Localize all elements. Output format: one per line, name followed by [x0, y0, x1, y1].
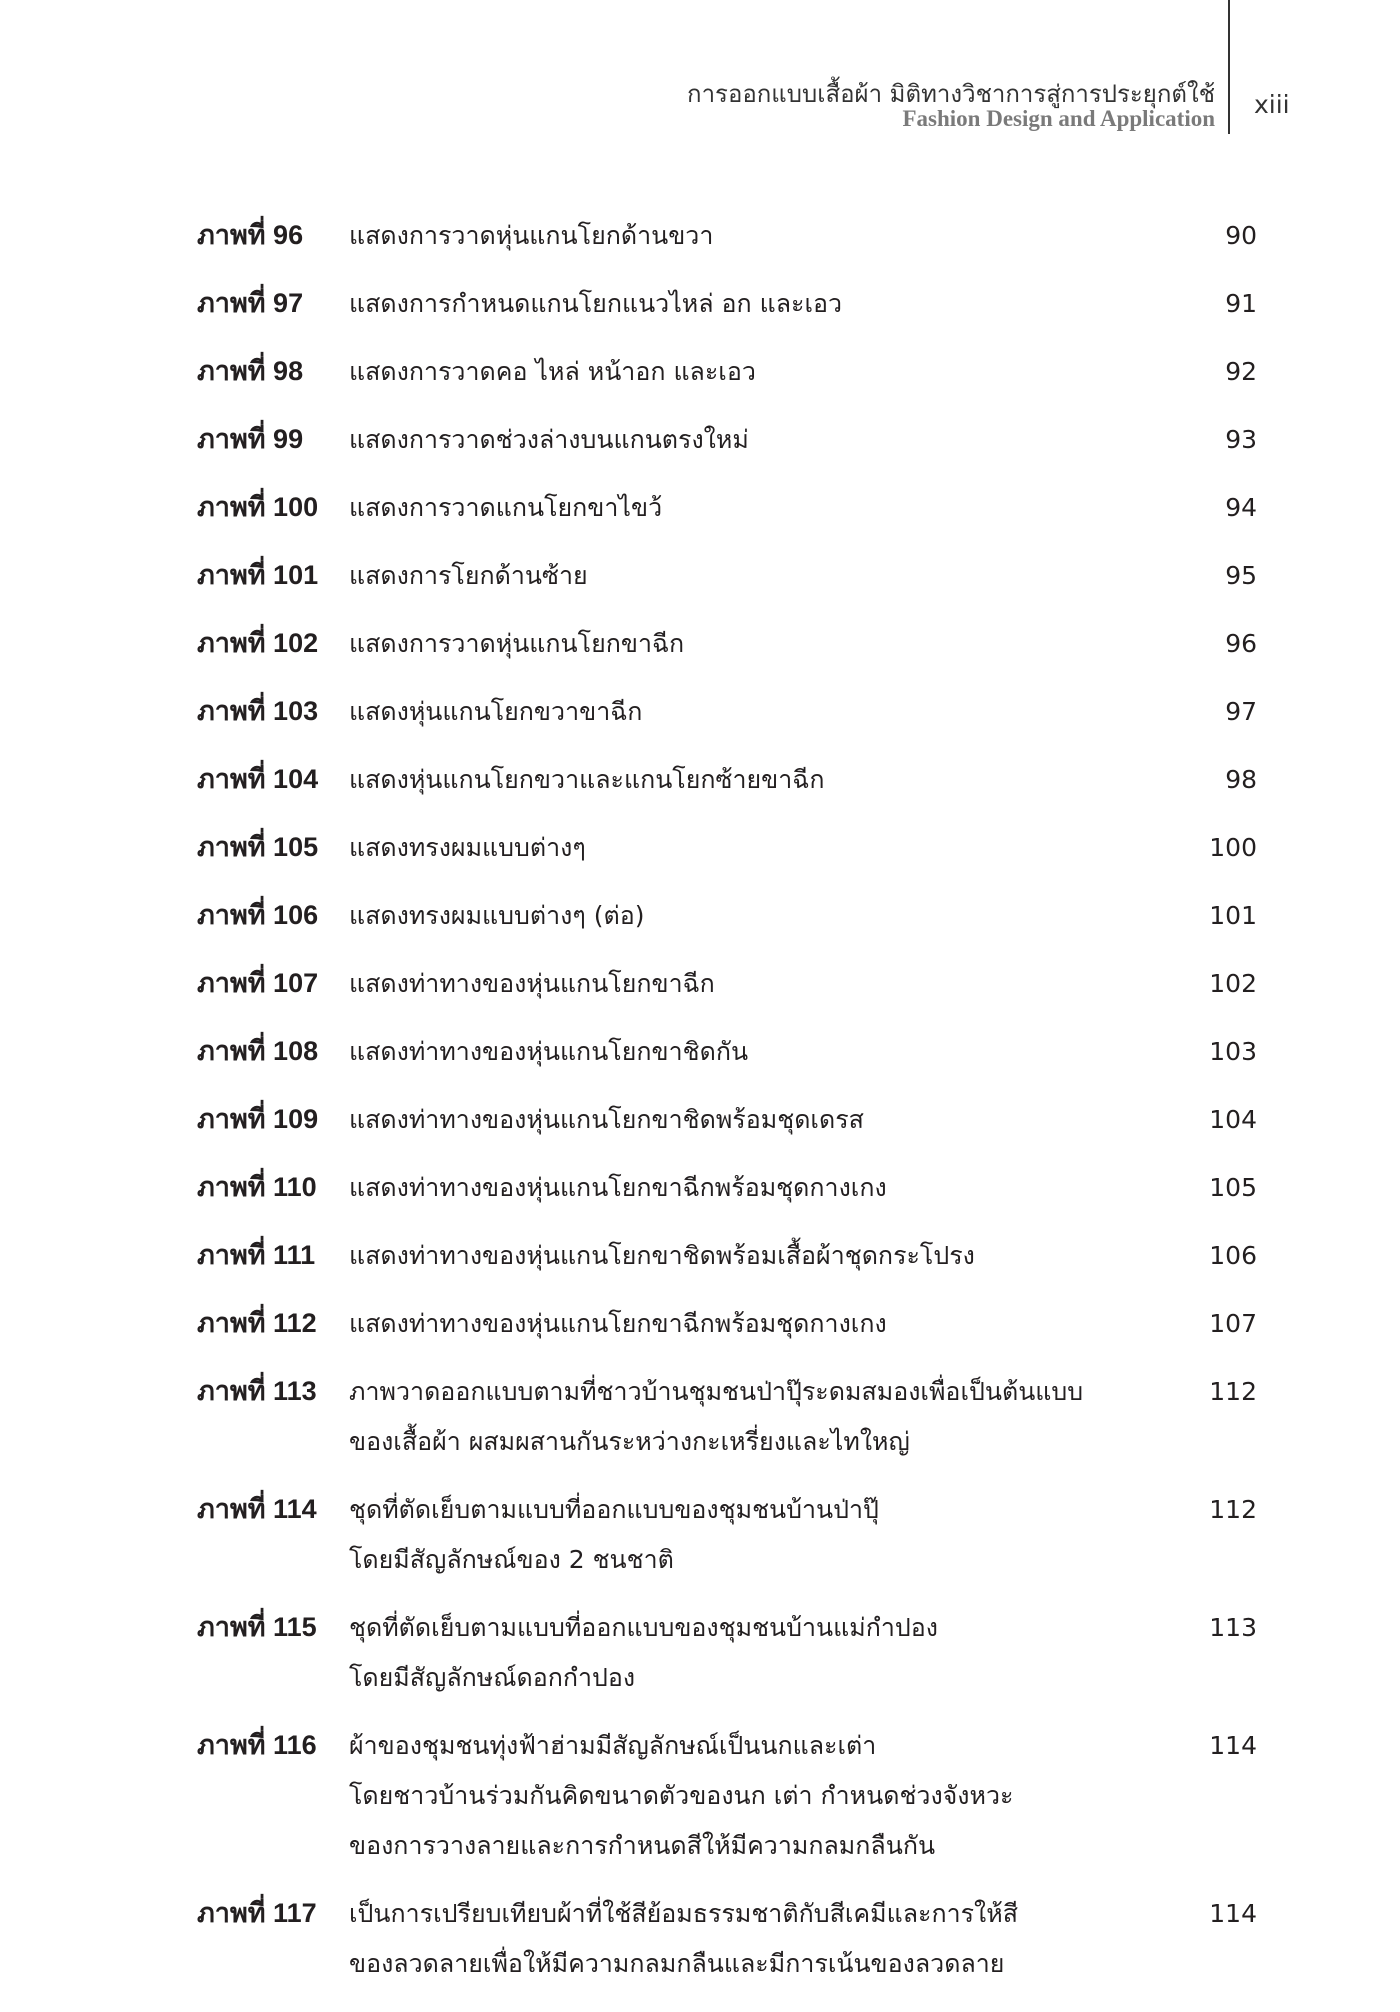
figure-page-number: 100: [1209, 833, 1257, 862]
figure-description-line: แสดงหุ่นแกนโยกขวาและแกนโยกซ้ายขาฉีก: [349, 765, 825, 794]
figure-page-number: 114: [1209, 1899, 1257, 1928]
figure-label: ภาพที่ 116: [197, 1730, 317, 1760]
figure-page-number: 93: [1225, 425, 1257, 454]
list-item: [197, 216, 1257, 261]
figure-description-line: เป็นการเปรียบเทียบผ้าที่ใช้สีย้อมธรรมชาติกับสีเคมีและการให้สี: [349, 1899, 1019, 1928]
figure-label: ภาพที่ 105: [197, 832, 319, 862]
figure-page-number: 96: [1225, 629, 1257, 658]
figure-description-line: ของเสื้อผ้า ผสมผสานกันระหว่างกะเหรี่ยงและไทใหญ่: [349, 1427, 910, 1456]
figure-description-line: ของการวางลายและการกำหนดสีให้มีความกลมกลืนกัน: [349, 1831, 936, 1860]
figure-label: ภาพที่ 117: [197, 1898, 317, 1928]
figure-description: [349, 1027, 1167, 1077]
figure-description: [349, 687, 1167, 737]
figure-label: ภาพที่ 101: [197, 560, 319, 590]
figure-description-line: โดยมีสัญลักษณ์ดอกกำปอง: [349, 1663, 636, 1692]
list-item: [197, 284, 1257, 329]
figure-page-number: 94: [1225, 493, 1257, 522]
figure-description-line: โดยมีสัญลักษณ์ของ 2 ชนชาติ: [349, 1545, 674, 1574]
figure-description: [349, 755, 1167, 805]
figure-page-number: 104: [1209, 1105, 1257, 1134]
figure-label: ภาพที่ 103: [197, 696, 319, 726]
figure-page-number: 97: [1225, 697, 1257, 726]
figure-description: [349, 1721, 1167, 1871]
figure-description-line: แสดงการวาดหุ่นแกนโยกขาฉีก: [349, 629, 685, 658]
list-item: [197, 964, 1257, 1009]
figure-page-number: 114: [1209, 1731, 1257, 1760]
figure-page-number: 98: [1225, 765, 1257, 794]
figure-description: [349, 1367, 1167, 1467]
figure-description: [349, 1095, 1167, 1145]
figure-label: ภาพที่ 113: [197, 1376, 317, 1406]
list-of-figures: [197, 216, 1257, 2012]
figure-description: [349, 415, 1167, 465]
list-item: [197, 1100, 1257, 1145]
figure-page-number: 106: [1209, 1241, 1257, 1270]
figure-page-number: 107: [1209, 1309, 1257, 1338]
figure-label: ภาพที่ 114: [197, 1494, 317, 1524]
figure-description: [349, 959, 1167, 1009]
figure-label: ภาพที่ 108: [197, 1036, 319, 1066]
figure-label: ภาพที่ 96: [197, 220, 304, 250]
figure-description: [349, 211, 1167, 261]
figure-description-line: โดยชาวบ้านร่วมกันคิดขนาดตัวของนก เต่า กำหนดช่วงจังหวะ: [349, 1781, 1014, 1810]
figure-page-number: 103: [1209, 1037, 1257, 1066]
figure-description-line: แสดงทรงผมแบบต่างๆ: [349, 833, 586, 862]
figure-description: [349, 1299, 1167, 1349]
list-item: [197, 352, 1257, 397]
figure-description-line: แสดงท่าทางของหุ่นแกนโยกขาชิดพร้อมเสื้อผ้าชุดกระโปรง: [349, 1241, 975, 1270]
list-item: [197, 1894, 1257, 1989]
figure-page-number: 101: [1209, 901, 1257, 930]
figure-page-number: 102: [1209, 969, 1257, 998]
list-item: [197, 692, 1257, 737]
figure-label: ภาพที่ 106: [197, 900, 319, 930]
figure-description-line: แสดงหุ่นแกนโยกขวาขาฉีก: [349, 697, 643, 726]
figure-description-line: แสดงการวาดแกนโยกขาไขว้: [349, 493, 663, 522]
figure-description-line: ภาพวาดออกแบบตามที่ชาวบ้านชุมชนป่าปุ๊ระดมสมองเพื่อเป็นต้นแบบ: [349, 1377, 1084, 1406]
figure-description-line: แสดงการกำหนดแกนโยกแนวไหล่ อก และเอว: [349, 289, 843, 318]
figure-page-number: 91: [1225, 289, 1257, 318]
figure-description-line: แสดงการวาดช่วงล่างบนแกนตรงใหม่: [349, 425, 749, 454]
list-item: [197, 556, 1257, 601]
book-title-thai: การออกแบบเสื้อผ้า มิติทางวิชาการสู่การประยุกต์ใช้: [687, 80, 1215, 108]
list-item: [197, 488, 1257, 533]
figure-description-line: แสดงการวาดหุ่นแกนโยกด้านขวา: [349, 221, 714, 250]
figure-description: [349, 551, 1167, 601]
list-item: [197, 1726, 1257, 1871]
figure-label: ภาพที่ 104: [197, 764, 319, 794]
figure-page-number: 112: [1209, 1495, 1257, 1524]
figure-description-line: แสดงท่าทางของหุ่นแกนโยกขาฉีกพร้อมชุดกางเกง: [349, 1173, 887, 1202]
figure-label: ภาพที่ 102: [197, 628, 319, 658]
list-item: [197, 1236, 1257, 1281]
figure-description-line: แสดงการโยกด้านซ้าย: [349, 561, 588, 590]
header-divider: [1228, 0, 1230, 134]
figure-description-line: ชุดที่ตัดเย็บตามแบบที่ออกแบบของชุมชนบ้านแม่กำปอง: [349, 1613, 938, 1642]
figure-page-number: 105: [1209, 1173, 1257, 1202]
figure-description: [349, 823, 1167, 873]
figure-description: [349, 483, 1167, 533]
list-item: [197, 420, 1257, 465]
figure-label: ภาพที่ 109: [197, 1104, 319, 1134]
figure-page-number: 90: [1225, 221, 1257, 250]
figure-label: ภาพที่ 110: [197, 1172, 317, 1202]
list-item: [197, 760, 1257, 805]
figure-description: [349, 1485, 1167, 1585]
figure-description-line: แสดงการวาดคอ ไหล่ หน้าอก และเอว: [349, 357, 756, 386]
figure-description: [349, 619, 1167, 669]
figure-description-line: ชุดที่ตัดเย็บตามแบบที่ออกแบบของชุมชนบ้านป่าปุ๊: [349, 1495, 879, 1524]
figure-description: [349, 1163, 1167, 1213]
list-item: [197, 1168, 1257, 1213]
figure-description-line: แสดงท่าทางของหุ่นแกนโยกขาชิดพร้อมชุดเดรส: [349, 1105, 864, 1134]
figure-page-number: 95: [1225, 561, 1257, 590]
list-item: [197, 1032, 1257, 1077]
figure-page-number: 112: [1209, 1377, 1257, 1406]
figure-description-line: แสดงท่าทางของหุ่นแกนโยกขาฉีกพร้อมชุดกางเกง: [349, 1309, 887, 1338]
list-item: [197, 896, 1257, 941]
list-item: [197, 624, 1257, 669]
figure-description: [349, 1231, 1167, 1281]
figure-label: ภาพที่ 100: [197, 492, 319, 522]
figure-description: [349, 1889, 1167, 1989]
list-item: [197, 1490, 1257, 1585]
book-title-english: Fashion Design and Application: [902, 106, 1215, 131]
figure-label: ภาพที่ 111: [197, 1240, 316, 1270]
figure-description-line: แสดงท่าทางของหุ่นแกนโยกขาชิดกัน: [349, 1037, 749, 1066]
list-item: [197, 1372, 1257, 1467]
figure-label: ภาพที่ 112: [197, 1308, 317, 1338]
figure-label: ภาพที่ 115: [197, 1612, 317, 1642]
page-number: xiii: [1254, 90, 1290, 119]
list-item: [197, 1608, 1257, 1703]
figure-page-number: 92: [1225, 357, 1257, 386]
list-item: [197, 1304, 1257, 1349]
figure-label: ภาพที่ 97: [197, 288, 304, 318]
figure-description: [349, 279, 1167, 329]
figure-description: [349, 1603, 1167, 1703]
figure-label: ภาพที่ 107: [197, 968, 319, 998]
figure-label: ภาพที่ 99: [197, 424, 304, 454]
figure-description: [349, 891, 1167, 941]
figure-description-line: แสดงท่าทางของหุ่นแกนโยกขาฉีก: [349, 969, 715, 998]
figure-description-line: แสดงทรงผมแบบต่างๆ (ต่อ): [349, 901, 645, 930]
figure-description-line: ผ้าของชุมชนทุ่งฟ้าฮ่ามมีสัญลักษณ์เป็นนกและเต่า: [349, 1731, 877, 1760]
figure-description: [349, 347, 1167, 397]
figure-page-number: 113: [1209, 1613, 1257, 1642]
figure-description-line: ของลวดลายเพื่อให้มีความกลมกลืนและมีการเน้นของลวดลาย: [349, 1949, 1005, 1978]
running-header: [0, 0, 1400, 150]
list-item: [197, 828, 1257, 873]
figure-label: ภาพที่ 98: [197, 356, 304, 386]
